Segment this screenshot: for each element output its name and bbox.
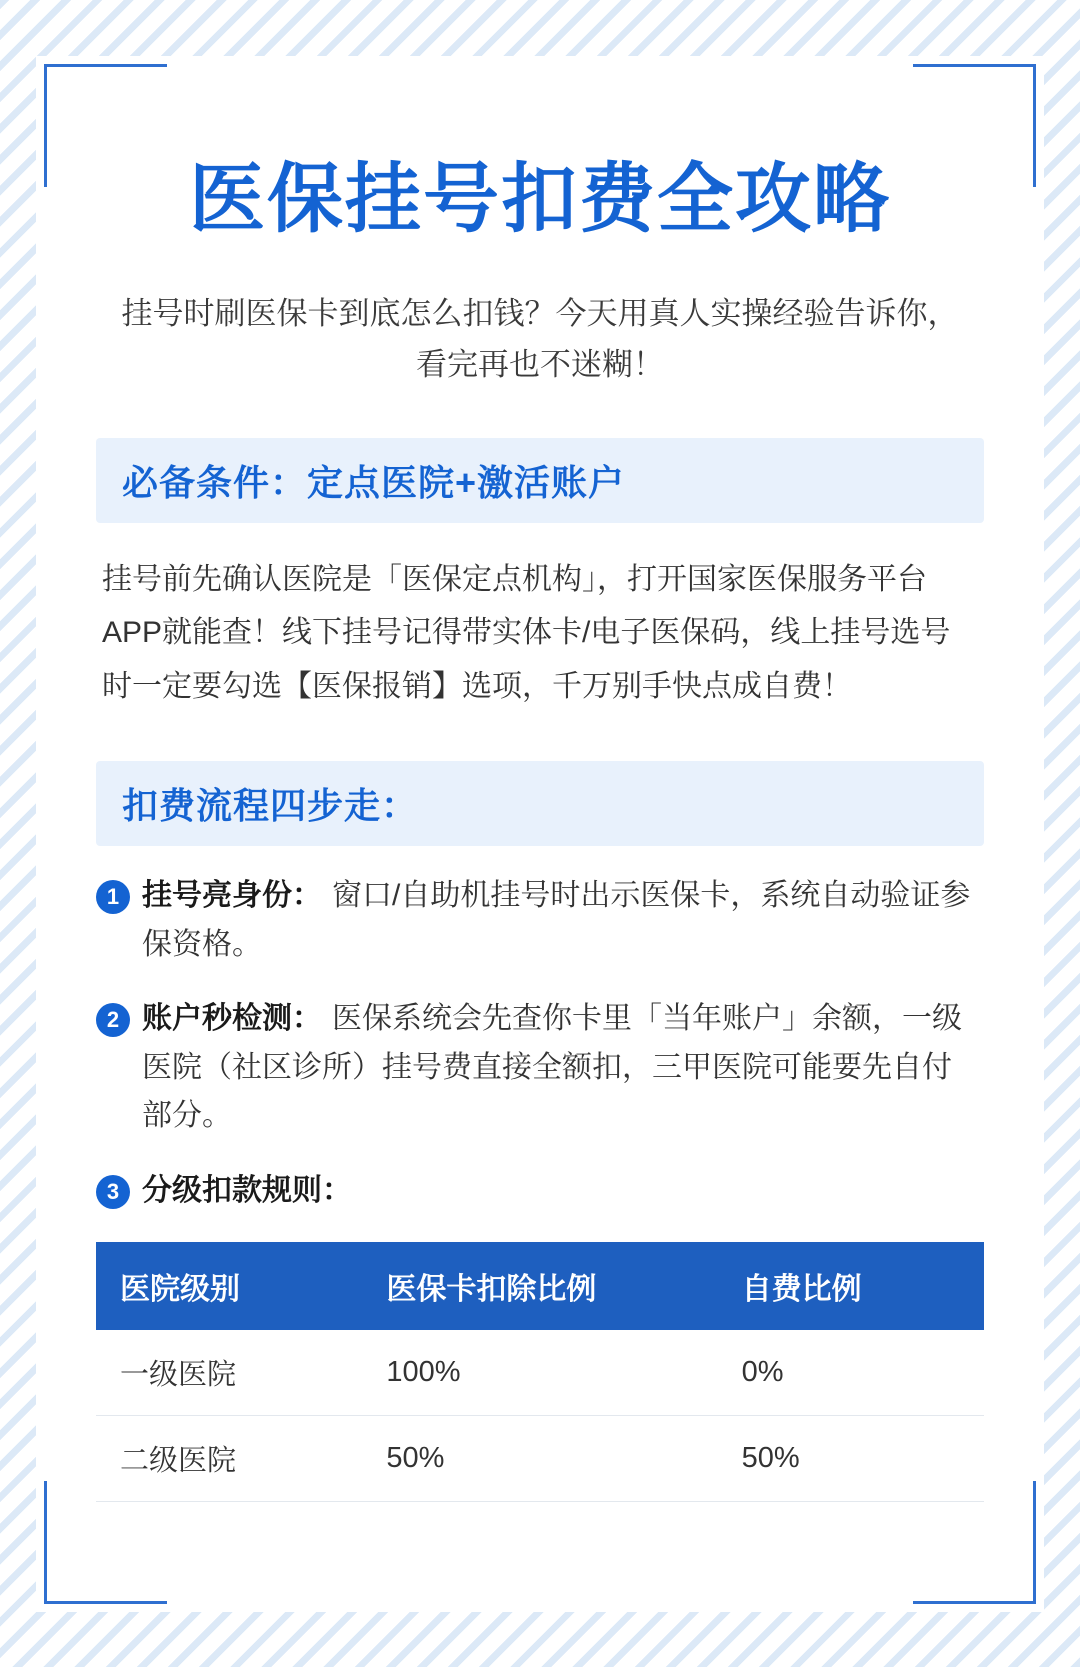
table-cell-hospital-level: 一级医院	[96, 1330, 362, 1416]
table-cell-selfpay-ratio: 50%	[718, 1415, 984, 1501]
step-label: 分级扣款规则：	[142, 1173, 352, 1207]
table-header-row	[96, 1242, 984, 1330]
table-cell-hospital-level: 二级医院	[96, 1415, 362, 1501]
table-cell-selfpay-ratio: 0%	[718, 1330, 984, 1416]
table-header-insurance-ratio: 医保卡扣除比例	[362, 1242, 717, 1330]
poster-content	[96, 126, 984, 1552]
step-number-badge: 1	[96, 880, 130, 914]
step-text	[142, 995, 978, 1141]
deduction-rules-table	[96, 1242, 984, 1502]
table-row	[96, 1415, 984, 1501]
table-row	[96, 1330, 984, 1416]
list-item	[96, 995, 984, 1141]
step-number-badge: 3	[96, 1175, 130, 1209]
step-list	[96, 872, 984, 1216]
table-cell-insurance-ratio: 100%	[362, 1330, 717, 1416]
step-description: 医保系统会先查你卡里「当年账户」余额，一级医院（社区诊所）挂号费直接全额扣，三甲医院可能要先自付部分。	[142, 1002, 962, 1133]
step-text	[142, 1167, 362, 1216]
step-label: 挂号亮身份：	[142, 879, 322, 912]
step-description: 窗口/自助机挂号时出示医保卡，系统自动验证参保资格。	[142, 879, 971, 961]
list-item	[96, 1167, 984, 1216]
page-title: 医保挂号扣费全攻略	[189, 157, 891, 242]
table-header-selfpay-ratio: 自费比例	[718, 1242, 984, 1330]
table-cell-insurance-ratio: 50%	[362, 1415, 717, 1501]
page-subtitle: 挂号时刷医保卡到底怎么扣钱？今天用真人实操经验告诉你，看完再也不迷糊！	[121, 296, 959, 382]
poster-card	[36, 56, 1044, 1612]
list-item	[96, 872, 984, 969]
table-header-hospital-level: 医院级别	[96, 1242, 362, 1330]
step-label: 账户秒检测：	[142, 1002, 322, 1036]
section-heading-process: 扣费流程四步走：	[96, 761, 984, 846]
step-text	[142, 872, 978, 969]
section-heading-requirements: 必备条件：定点医院+激活账户	[96, 438, 984, 523]
section-paragraph-requirements: 挂号前先确认医院是「医保定点机构」，打开国家医保服务平台APP就能查！线下挂号记得带实体卡/电子医保码，线上挂号选号时一定要勾选【医保报销】选项，千万别手快点成自费！	[102, 562, 951, 703]
step-number-badge: 2	[96, 1003, 130, 1037]
